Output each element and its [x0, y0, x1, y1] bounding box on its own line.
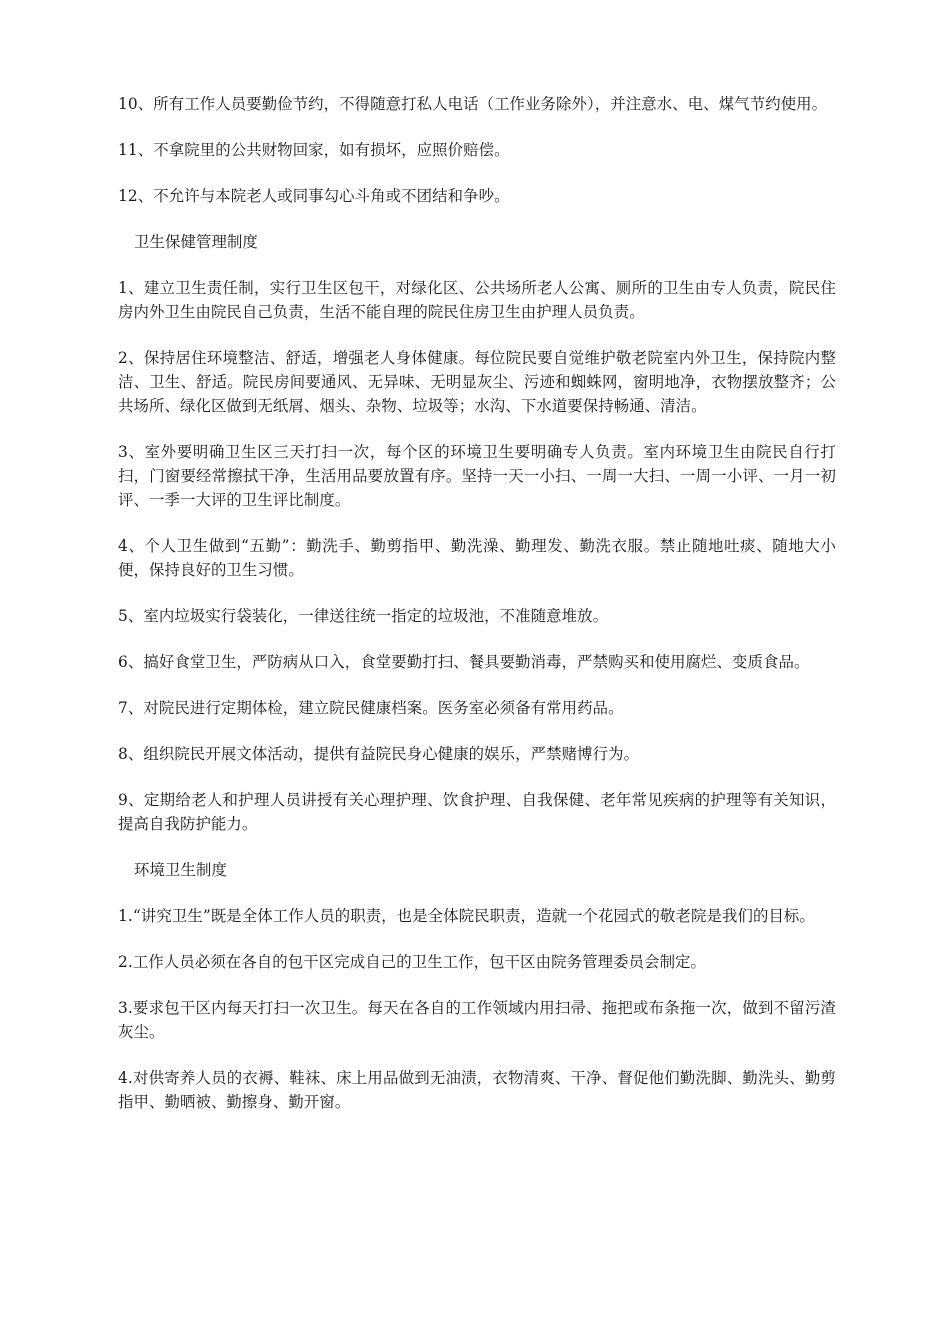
hygiene-item-8: 8、组织院民开展文体活动，提供有益院民身心健康的娱乐，严禁赌博行为。 — [118, 745, 640, 763]
hygiene-item-9: 9、定期给老人和护理人员讲授有关心理护理、饮食护理、自我保健、老年常见疾病的护理等有关知识，提高自我防护能力。 — [118, 791, 836, 833]
hygiene-item-7: 7、对院民进行定期体检，建立院民健康档案。医务室必须备有常用药品。 — [118, 699, 624, 717]
hygiene-item-6: 6、搞好食堂卫生，严防病从口入，食堂要勤打扫、餐具要勤消毒，严禁购买和使用腐烂、变质食品。 — [118, 653, 810, 671]
hygiene-section-title: 卫生保健管理制度 — [134, 233, 258, 251]
hygiene-item-2: 2、保持居住环境整洁、舒适，增强老人身体健康。每位院民要自觉维护敬老院室内外卫生，保持院内整洁、卫生、舒适。院民房间要通风、无异味、无明显灰尘、污迹和蜘蛛网，窗明地净，衣物摆放整齐；公共场所、绿化区做到无纸屑、烟头、杂物、垃圾等；水沟、下水道要保持畅通、清洁。 — [118, 349, 836, 415]
hygiene-item-4: 4、个人卫生做到“五勤”：勤洗手、勤剪指甲、勤洗澡、勤理发、勤洗衣服。禁止随地吐痰、随地大小便，保持良好的卫生习惯。 — [118, 537, 836, 579]
hygiene-item-1: 1、建立卫生责任制，实行卫生区包干，对绿化区、公共场所老人公寓、厕所的卫生由专人负责，院民住房内外卫生由院民自己负责，生活不能自理的院民住房卫生由护理人员负责。 — [118, 279, 836, 321]
environment-item-4: 4.对供寄养人员的衣褥、鞋袜、床上用品做到无油渍，衣物清爽、干净、督促他们勤洗脚、勤洗头、勤剪指甲、勤晒被、勤擦身、勤开窗。 — [118, 1069, 836, 1111]
rule-item-11: 11、不拿院里的公共财物回家，如有损坏，应照价赔偿。 — [118, 141, 510, 159]
rule-item-10: 10、所有工作人员要勤俭节约，不得随意打私人电话（工作业务除外），并注意水、电、煤气节约使用。 — [118, 95, 828, 113]
environment-item-2: 2.工作人员必须在各自的包干区完成自己的卫生工作，包干区由院务管理委员会制定。 — [118, 953, 707, 971]
document-page — [118, 92, 836, 1136]
environment-section-title: 环境卫生制度 — [134, 861, 227, 879]
rule-item-12: 12、不允许与本院老人或同事勾心斗角或不团结和争吵。 — [118, 187, 510, 205]
environment-item-1: 1.“讲究卫生”既是全体工作人员的职责，也是全体院民职责，造就一个花园式的敬老院是我们的目标。 — [118, 907, 815, 925]
hygiene-item-3: 3、室外要明确卫生区三天打扫一次，每个区的环境卫生要明确专人负责。室内环境卫生由院民自行打扫，门窗要经常擦拭干净，生活用品要放置有序。坚持一天一小扫、一周一大扫、一周一小评、一月一初评、一季一大评的卫生评比制度。 — [118, 443, 836, 509]
environment-item-3: 3.要求包干区内每天打扫一次卫生。每天在各自的工作领域内用扫帚、拖把或布条拖一次，做到不留污渣灰尘。 — [118, 999, 836, 1041]
hygiene-item-5: 5、室内垃圾实行袋装化，一律送往统一指定的垃圾池，不准随意堆放。 — [118, 607, 609, 625]
